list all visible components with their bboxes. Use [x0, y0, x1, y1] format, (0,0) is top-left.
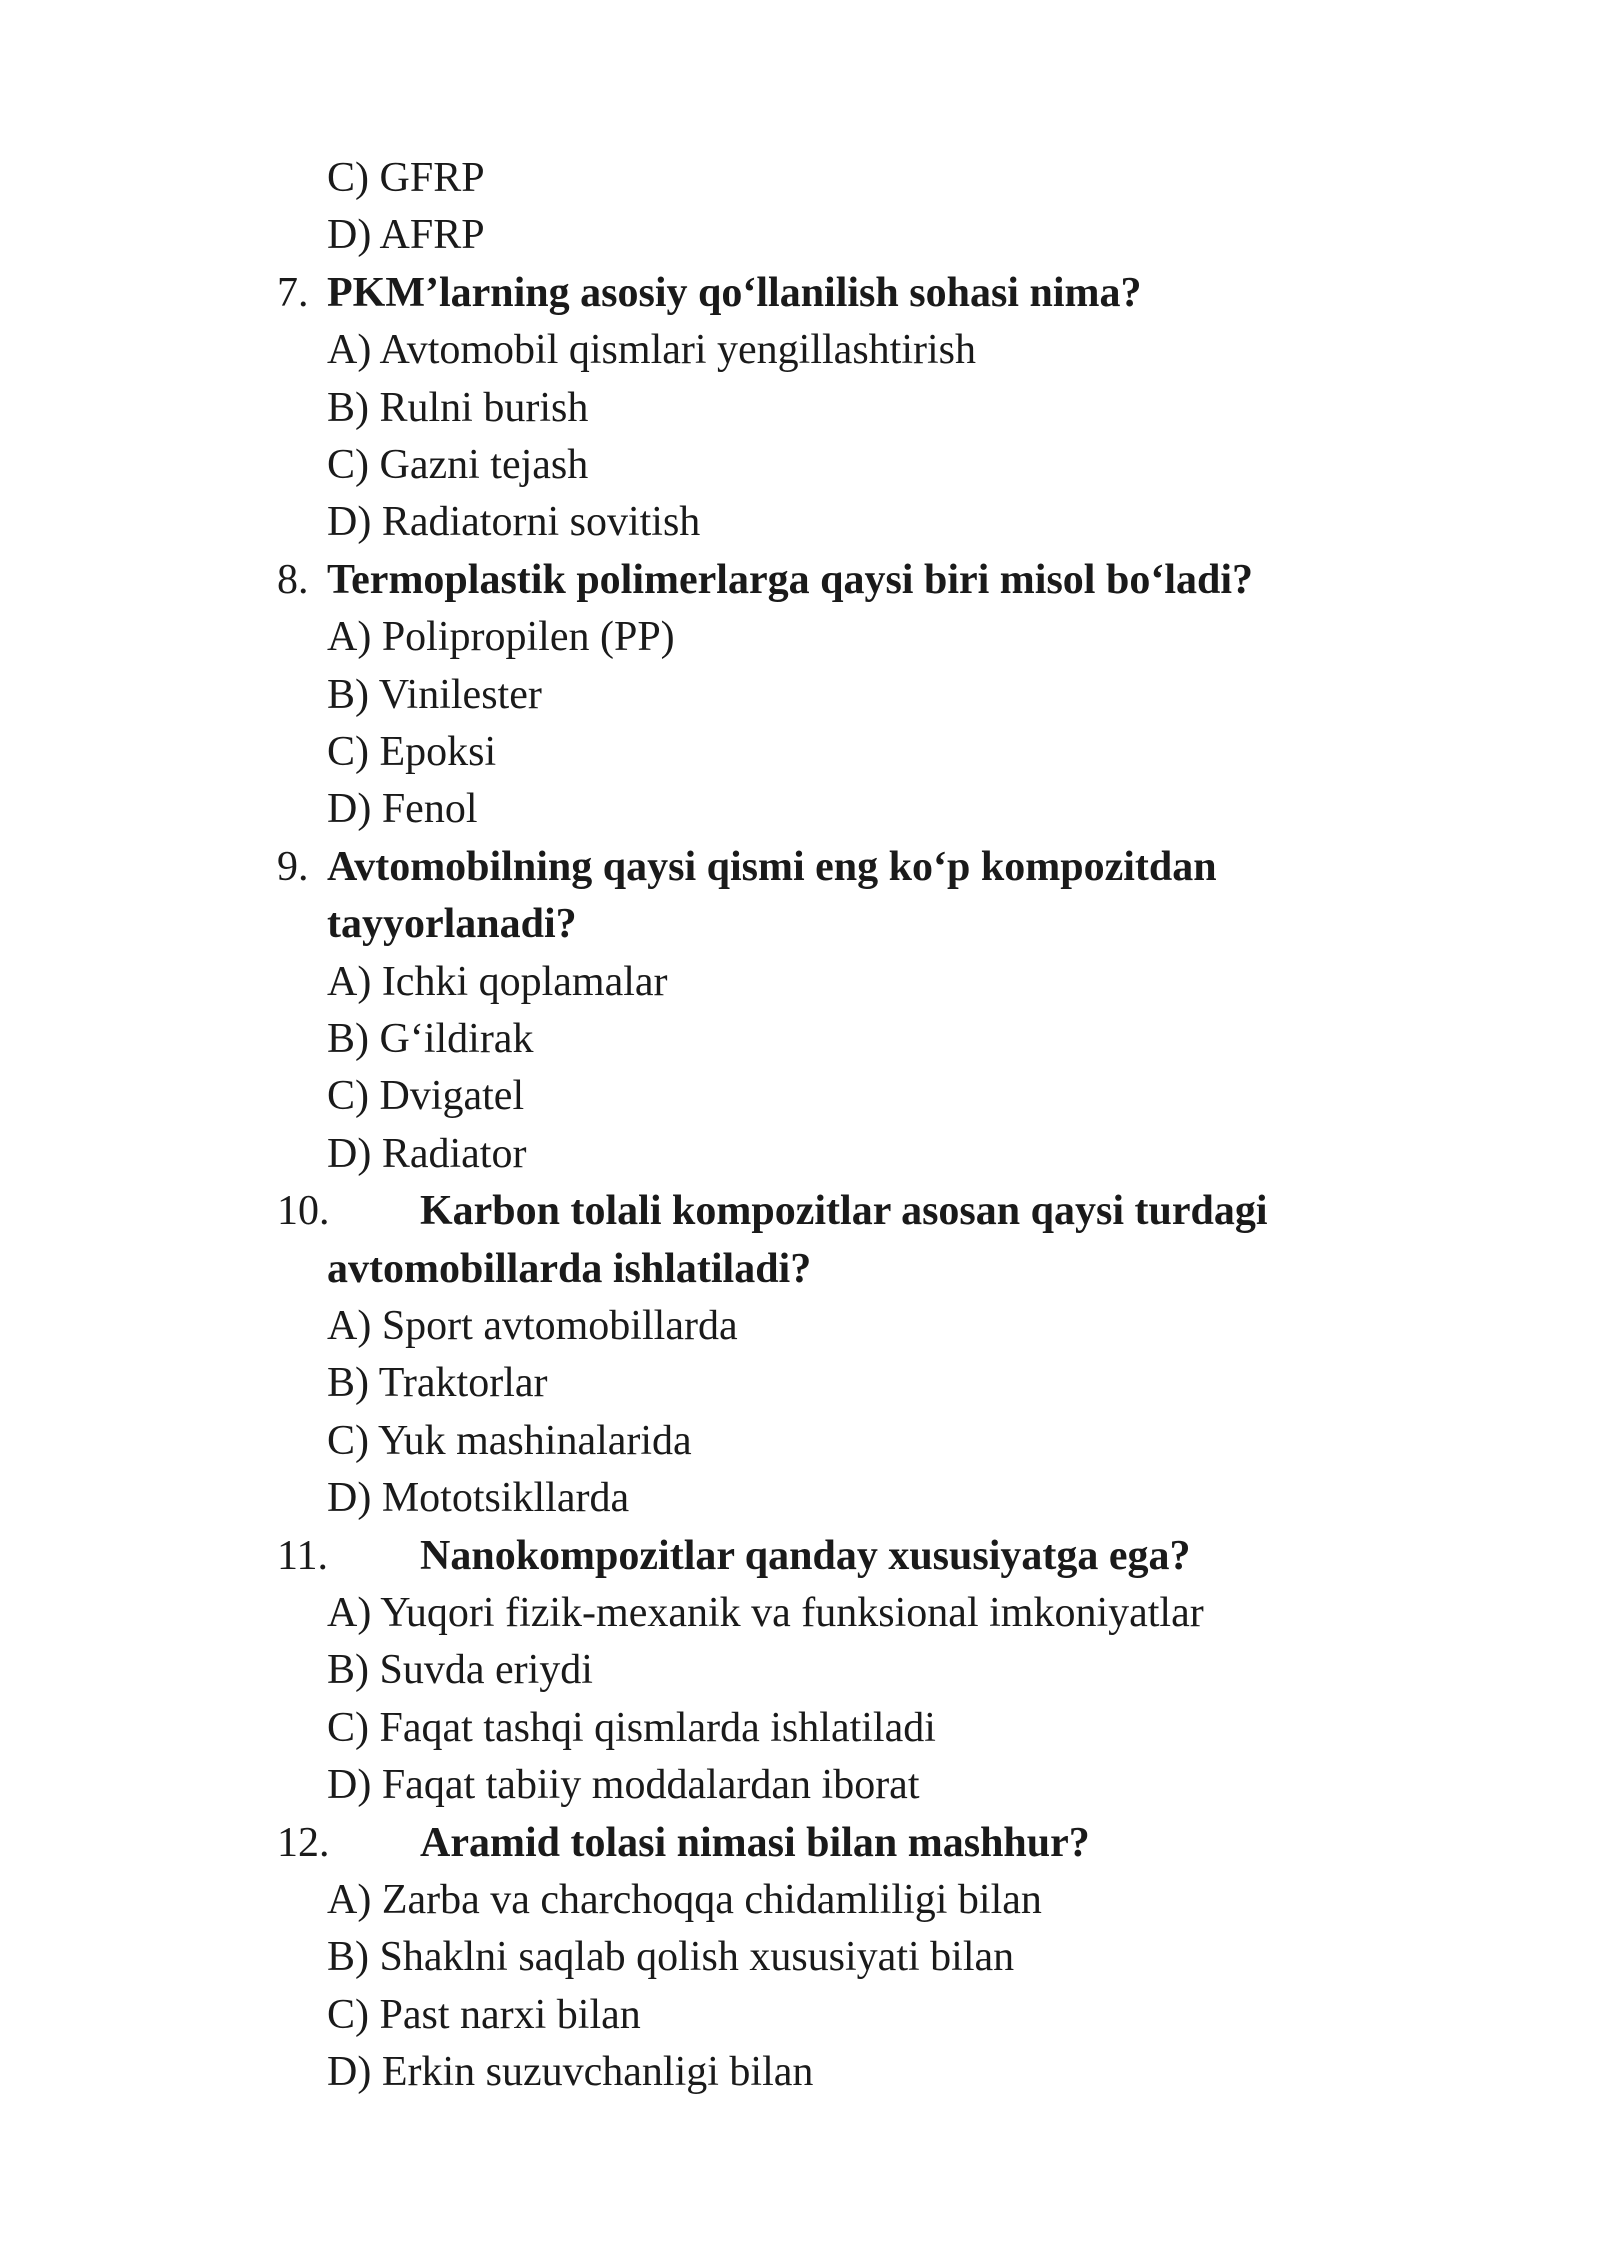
answer-option: B) Traktorlar [327, 1360, 548, 1407]
answer-option: D) Radiatorni sovitish [327, 499, 701, 546]
question-text: PKM’larning asosiy qo‘llanilish sohasi nima? [327, 269, 1142, 316]
answer-option: B) Suvda eriydi [327, 1647, 593, 1694]
answer-option: D) Mototsikllarda [327, 1475, 630, 1522]
answer-option: C) Faqat tashqi qismlarda ishlatiladi [327, 1704, 936, 1751]
question-number: 10. [277, 1188, 330, 1235]
question-number: 11. [277, 1532, 328, 1579]
answer-option: C) Epoksi [327, 729, 497, 775]
question-text: Aramid tolasi nimasi bilan mashhur? [420, 1819, 1090, 1866]
question-text: Nanokompozitlar qanday xususiyatga ega? [420, 1532, 1191, 1579]
answer-option: B) Shaklni saqlab qolish xususiyati bilan [327, 1934, 1015, 1981]
answer-option: D) Radiator [327, 1130, 527, 1177]
answer-option: A) Polipropilen (PP) [327, 614, 675, 661]
question-number: 9. [277, 843, 309, 890]
question-text: Avtomobilning qaysi qismi eng ko‘p kompozitdan [327, 843, 1217, 890]
question-number: 7. [277, 269, 309, 316]
answer-option: B) Vinilester [327, 671, 542, 718]
answer-option: D) Faqat tabiiy moddalardan iborat [327, 1762, 920, 1809]
question-text: Karbon tolali kompozitlar asosan qaysi turdagi [420, 1188, 1268, 1235]
answer-option: C) Gazni tejash [327, 442, 589, 488]
question-text: Termoplastik polimerlarga qaysi biri misol bo‘ladi? [327, 556, 1254, 603]
answer-option: B) Rulni burish [327, 384, 589, 431]
answer-option: B) G‘ildirak [327, 1016, 534, 1062]
question-text-continued: tayyorlanadi? [327, 901, 577, 948]
answer-option: C) Past narxi bilan [327, 1991, 641, 2038]
answer-option: A) Yuqori fizik-mexanik va funksional imkoniyatlar [327, 1590, 1204, 1636]
answer-option: A) Avtomobil qismlari yengillashtirish [327, 327, 977, 374]
question-text-continued: avtomobillarda ishlatiladi? [327, 1245, 812, 1292]
answer-option: A) Zarba va charchoqqa chidamliligi bilan [327, 1877, 1042, 1923]
question-number: 12. [277, 1819, 330, 1866]
answer-option: C) Dvigatel [327, 1073, 525, 1120]
answer-option: D) Erkin suzuvchanligi bilan [327, 2049, 814, 2096]
answer-option: A) Sport avtomobillarda [327, 1303, 738, 1349]
answer-option: A) Ichki qoplamalar [327, 958, 668, 1005]
answer-option: D) Fenol [327, 786, 478, 833]
answer-option: D) AFRP [327, 212, 485, 259]
answer-option: C) GFRP [327, 155, 485, 201]
question-number: 8. [277, 556, 309, 603]
answer-option: C) Yuk mashinalarida [327, 1417, 692, 1464]
